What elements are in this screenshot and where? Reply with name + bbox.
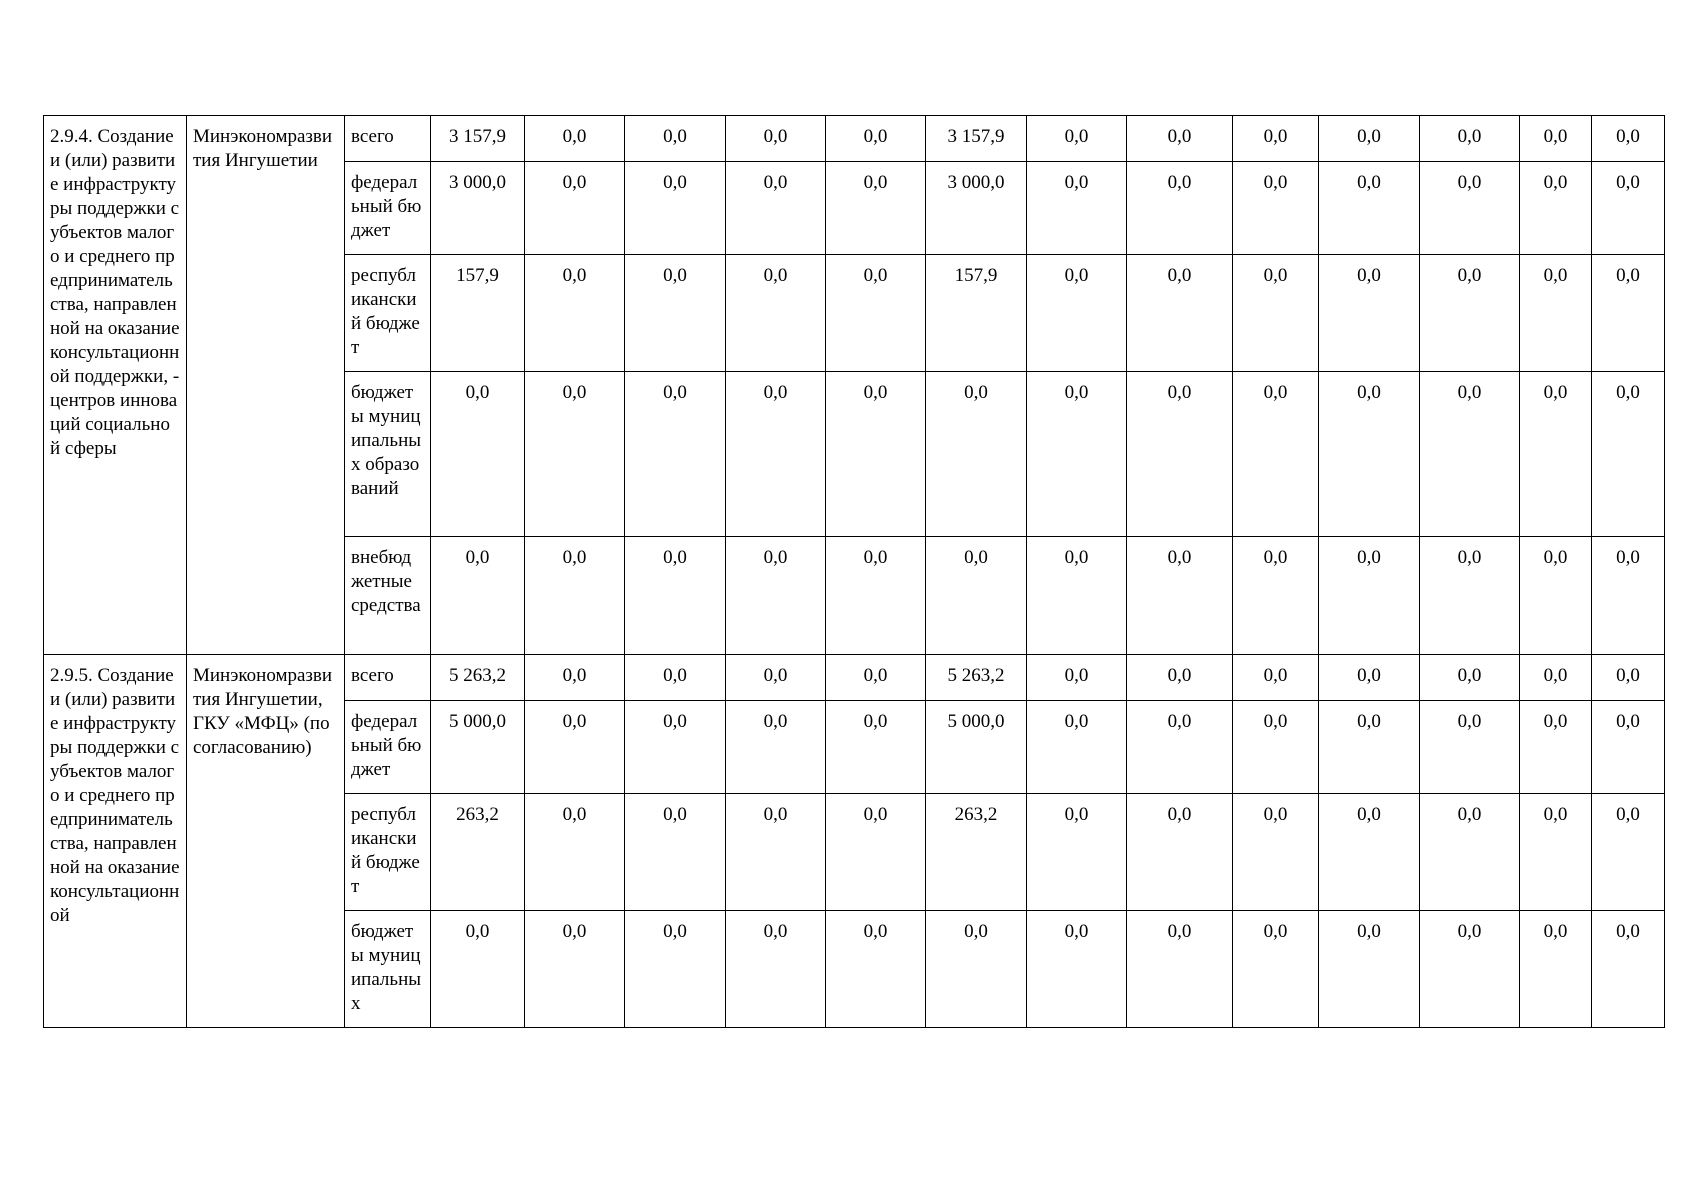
- amount-cell: 0,0: [1520, 701, 1592, 794]
- table-body: [44, 116, 1665, 1028]
- amount-cell: 0,0: [1319, 372, 1420, 537]
- amount-cell: 0,0: [1233, 116, 1319, 162]
- amount-cell: 0,0: [1520, 655, 1592, 701]
- amount-cell: 0,0: [525, 162, 625, 255]
- amount-cell: 263,2: [431, 794, 525, 911]
- amount-cell: 157,9: [926, 255, 1027, 372]
- amount-cell: 5 263,2: [926, 655, 1027, 701]
- amount-cell: 0,0: [1233, 537, 1319, 655]
- amount-cell: 0,0: [1520, 537, 1592, 655]
- funding-source-cell: всего: [345, 655, 431, 701]
- amount-cell: 0,0: [625, 116, 726, 162]
- amount-cell: 0,0: [1319, 116, 1420, 162]
- amount-cell: 0,0: [1592, 372, 1665, 537]
- amount-cell: 0,0: [525, 255, 625, 372]
- amount-cell: 0,0: [1592, 911, 1665, 1028]
- amount-cell: 0,0: [1420, 911, 1520, 1028]
- amount-cell: 0,0: [1592, 255, 1665, 372]
- amount-cell: 0,0: [826, 911, 926, 1028]
- amount-cell: 0,0: [1592, 655, 1665, 701]
- amount-cell: 0,0: [1233, 255, 1319, 372]
- amount-cell: 0,0: [1520, 372, 1592, 537]
- amount-cell: 0,0: [826, 372, 926, 537]
- table-row: [44, 116, 1665, 162]
- table-row: [44, 655, 1665, 701]
- amount-cell: 0,0: [1520, 116, 1592, 162]
- amount-cell: 0,0: [1520, 911, 1592, 1028]
- amount-cell: 0,0: [525, 701, 625, 794]
- amount-cell: 0,0: [1420, 655, 1520, 701]
- amount-cell: 0,0: [625, 537, 726, 655]
- amount-cell: 0,0: [1233, 794, 1319, 911]
- amount-cell: 0,0: [625, 794, 726, 911]
- amount-cell: 0,0: [525, 537, 625, 655]
- amount-cell: 0,0: [1592, 537, 1665, 655]
- amount-cell: 0,0: [1319, 255, 1420, 372]
- amount-cell: 0,0: [1420, 794, 1520, 911]
- amount-cell: 0,0: [1127, 537, 1233, 655]
- amount-cell: 0,0: [1420, 116, 1520, 162]
- amount-cell: 157,9: [431, 255, 525, 372]
- funding-source-cell: республиканский бюджет: [345, 794, 431, 911]
- amount-cell: 0,0: [525, 116, 625, 162]
- amount-cell: 0,0: [1233, 162, 1319, 255]
- amount-cell: 0,0: [826, 537, 926, 655]
- amount-cell: 0,0: [1319, 701, 1420, 794]
- amount-cell: 0,0: [1420, 255, 1520, 372]
- amount-cell: 0,0: [625, 162, 726, 255]
- amount-cell: 0,0: [431, 911, 525, 1028]
- amount-cell: 0,0: [726, 255, 826, 372]
- amount-cell: 0,0: [1127, 162, 1233, 255]
- amount-cell: 0,0: [1520, 794, 1592, 911]
- amount-cell: 0,0: [1027, 255, 1127, 372]
- amount-cell: 0,0: [1520, 255, 1592, 372]
- funding-source-cell: федеральный бюджет: [345, 701, 431, 794]
- funding-source-cell: бюджеты муниципальных: [345, 911, 431, 1028]
- amount-cell: 0,0: [1420, 372, 1520, 537]
- amount-cell: 0,0: [826, 701, 926, 794]
- funding-source-cell: бюджеты муниципальных образований: [345, 372, 431, 537]
- amount-cell: 0,0: [431, 372, 525, 537]
- amount-cell: 0,0: [726, 911, 826, 1028]
- amount-cell: 0,0: [826, 794, 926, 911]
- amount-cell: 0,0: [525, 794, 625, 911]
- amount-cell: 0,0: [1592, 701, 1665, 794]
- amount-cell: 3 000,0: [926, 162, 1027, 255]
- amount-cell: 0,0: [826, 116, 926, 162]
- amount-cell: 0,0: [1592, 162, 1665, 255]
- amount-cell: 0,0: [1420, 162, 1520, 255]
- amount-cell: 0,0: [525, 372, 625, 537]
- amount-cell: 0,0: [1027, 794, 1127, 911]
- amount-cell: 0,0: [625, 655, 726, 701]
- amount-cell: 3 157,9: [431, 116, 525, 162]
- activity-name-cell: 2.9.5. Создание и (или) развитие инфраструктуры поддержки субъектов малого и среднего предпринимательства, направленной на оказание консультационной: [44, 655, 187, 1028]
- amount-cell: 0,0: [1127, 701, 1233, 794]
- amount-cell: 0,0: [1127, 794, 1233, 911]
- budget-table: [43, 115, 1665, 1028]
- amount-cell: 0,0: [1027, 911, 1127, 1028]
- amount-cell: 0,0: [1319, 911, 1420, 1028]
- amount-cell: 0,0: [1592, 794, 1665, 911]
- amount-cell: 0,0: [826, 162, 926, 255]
- amount-cell: 263,2: [926, 794, 1027, 911]
- funding-source-cell: федеральный бюджет: [345, 162, 431, 255]
- amount-cell: 0,0: [1027, 116, 1127, 162]
- amount-cell: 0,0: [1233, 701, 1319, 794]
- executor-cell: Минэкономразвития Ингушетии, ГКУ «МФЦ» (по согласованию): [187, 655, 345, 1028]
- amount-cell: 0,0: [625, 701, 726, 794]
- amount-cell: 0,0: [726, 116, 826, 162]
- amount-cell: 3 000,0: [431, 162, 525, 255]
- amount-cell: 0,0: [1319, 794, 1420, 911]
- amount-cell: 0,0: [625, 255, 726, 372]
- amount-cell: 0,0: [1027, 701, 1127, 794]
- amount-cell: 0,0: [525, 655, 625, 701]
- amount-cell: 0,0: [525, 911, 625, 1028]
- amount-cell: 0,0: [1027, 655, 1127, 701]
- amount-cell: 0,0: [1233, 372, 1319, 537]
- amount-cell: 0,0: [1233, 911, 1319, 1028]
- amount-cell: 0,0: [1127, 372, 1233, 537]
- amount-cell: 0,0: [1127, 655, 1233, 701]
- amount-cell: 0,0: [1319, 537, 1420, 655]
- amount-cell: 0,0: [826, 255, 926, 372]
- amount-cell: 0,0: [726, 701, 826, 794]
- amount-cell: 0,0: [726, 162, 826, 255]
- amount-cell: 0,0: [625, 911, 726, 1028]
- amount-cell: 0,0: [1233, 655, 1319, 701]
- funding-source-cell: всего: [345, 116, 431, 162]
- amount-cell: 5 000,0: [926, 701, 1027, 794]
- amount-cell: 0,0: [1027, 162, 1127, 255]
- amount-cell: 0,0: [1420, 701, 1520, 794]
- amount-cell: 0,0: [1127, 255, 1233, 372]
- amount-cell: 0,0: [726, 372, 826, 537]
- funding-source-cell: внебюджетные средства: [345, 537, 431, 655]
- amount-cell: 0,0: [625, 372, 726, 537]
- amount-cell: 0,0: [726, 537, 826, 655]
- amount-cell: 0,0: [726, 655, 826, 701]
- amount-cell: 0,0: [1319, 162, 1420, 255]
- amount-cell: 0,0: [726, 794, 826, 911]
- amount-cell: 5 000,0: [431, 701, 525, 794]
- amount-cell: 0,0: [1319, 655, 1420, 701]
- amount-cell: 0,0: [826, 655, 926, 701]
- funding-source-cell: республиканский бюджет: [345, 255, 431, 372]
- amount-cell: 0,0: [1127, 116, 1233, 162]
- amount-cell: 5 263,2: [431, 655, 525, 701]
- amount-cell: 0,0: [926, 911, 1027, 1028]
- amount-cell: 0,0: [1127, 911, 1233, 1028]
- amount-cell: 0,0: [1027, 537, 1127, 655]
- amount-cell: 0,0: [926, 372, 1027, 537]
- activity-name-cell: 2.9.4. Создание и (или) развитие инфраструктуры поддержки субъектов малого и среднего предпринимательства, направленной на оказание консультационной поддержки, - центров инноваций социальной сферы: [44, 116, 187, 655]
- amount-cell: 0,0: [1027, 372, 1127, 537]
- amount-cell: 0,0: [1520, 162, 1592, 255]
- amount-cell: 3 157,9: [926, 116, 1027, 162]
- amount-cell: 0,0: [926, 537, 1027, 655]
- amount-cell: 0,0: [1592, 116, 1665, 162]
- amount-cell: 0,0: [1420, 537, 1520, 655]
- amount-cell: 0,0: [431, 537, 525, 655]
- executor-cell: Минэкономразвития Ингушетии: [187, 116, 345, 655]
